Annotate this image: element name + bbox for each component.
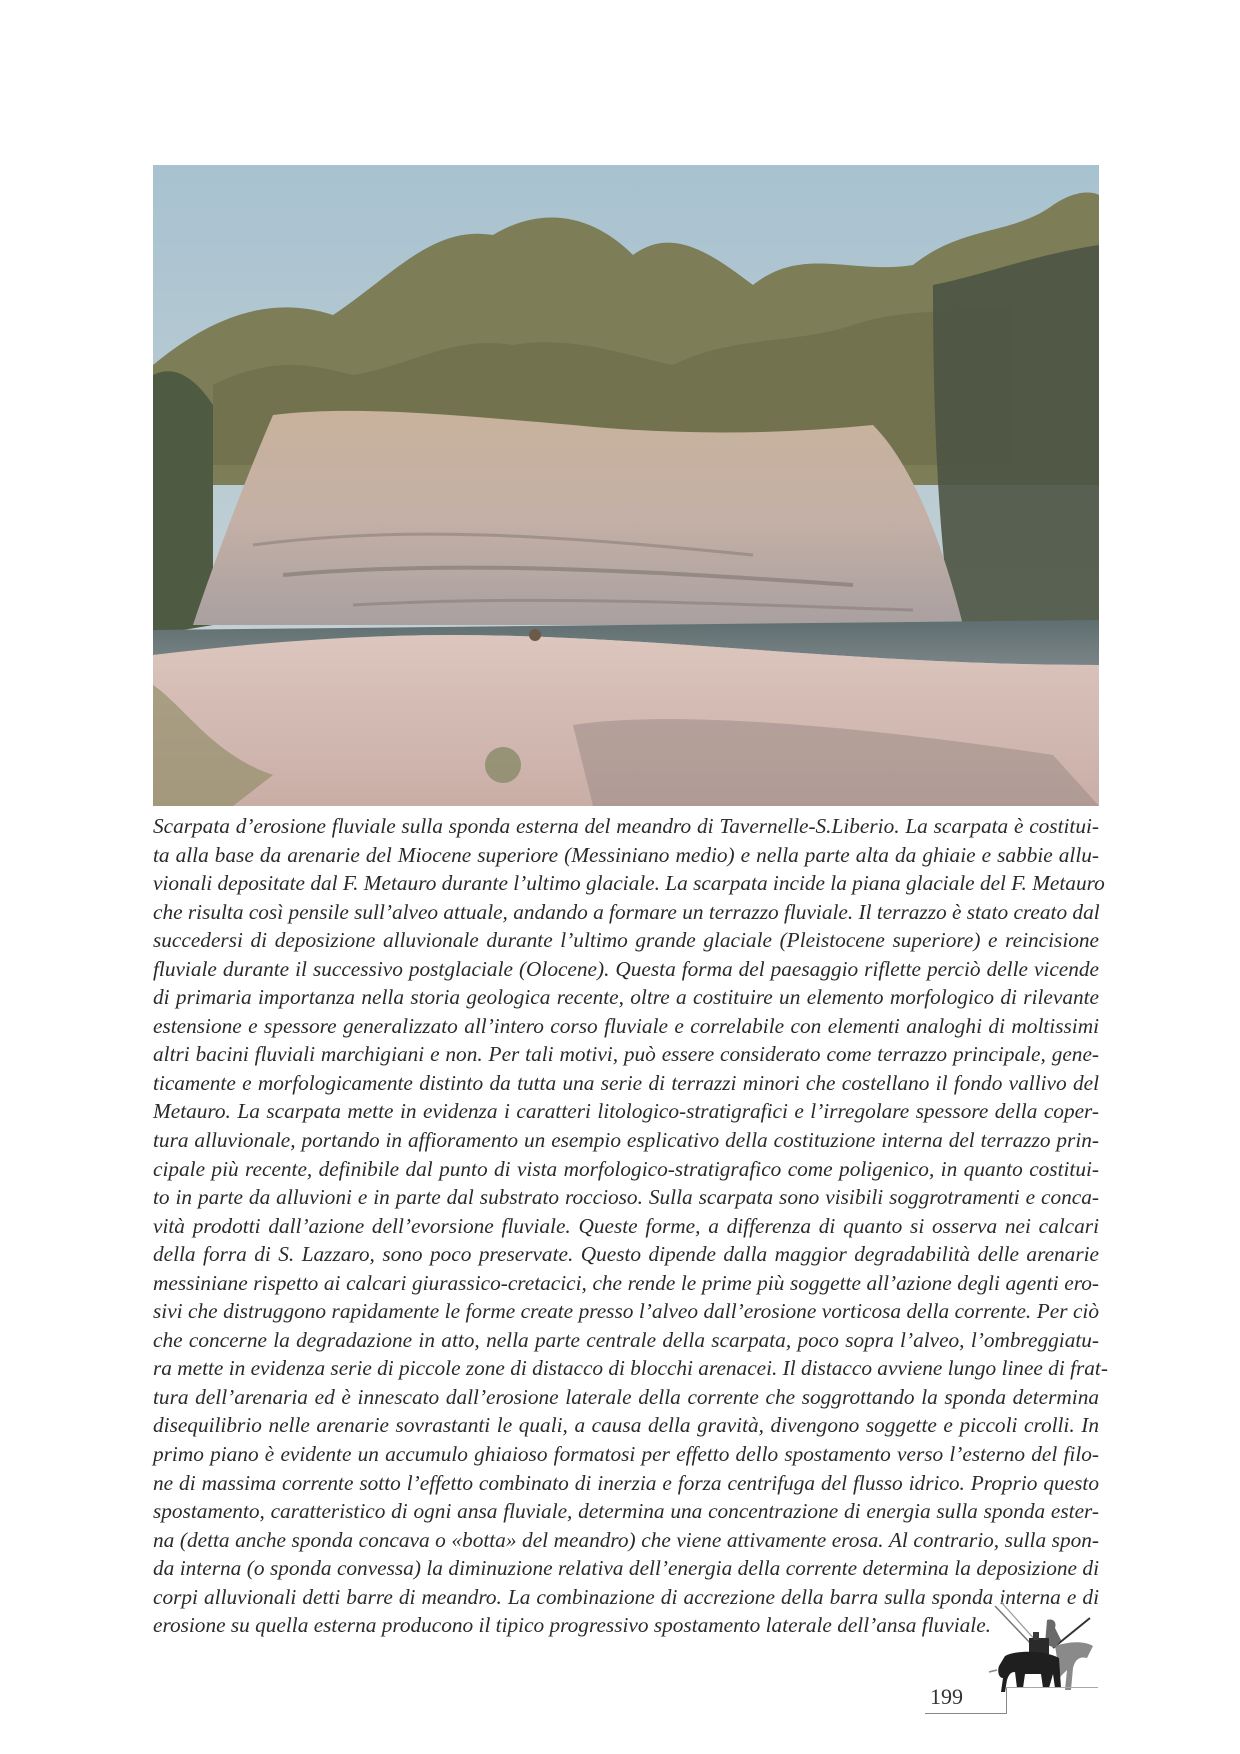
caption-line: messiniane rispetto ai calcari giurassico-cretacici, che rende le prime più soggette all’azione degli agenti ero- bbox=[153, 1270, 1099, 1295]
river-scarp-photo-illustration bbox=[153, 165, 1099, 806]
caption-line: ne di massima corrente sotto l’effetto combinato di inerzia e forza centrifuga del flusso idrico. Proprio questo bbox=[153, 1470, 1099, 1495]
caption-line: ta alla base da arenarie del Miocene superiore (Messiniano medio) e nella parte alta da ghiaie e sabbie allu- bbox=[153, 842, 1099, 867]
caption-line: cipale più recente, definibile dal punto di vista morfologico-stratigrafico come poligenico, in quanto costitui- bbox=[153, 1156, 1099, 1181]
caption-line: che risulta così pensile sull’alveo attuale, andando a formare un terrazzo fluviale. Il terrazzo è stato creato dal bbox=[153, 899, 1100, 924]
caption-line: altri bacini fluviali marchigiani e non. Per tali motivi, può essere considerato come terrazzo principale, gene- bbox=[153, 1042, 1099, 1067]
caption-line: di primaria importanza nella storia geologica recente, oltre a costituire un elemento morfologico di rilevante bbox=[153, 985, 1099, 1010]
page-number: 199 bbox=[930, 1684, 963, 1709]
caption-line: sivi che distruggono rapidamente le forme create presso l’alveo dall’erosione vorticosa della corrente. Per ciò bbox=[153, 1299, 1099, 1324]
caption-line: tura alluvionale, portando in affioramento un esempio esplicativo della costituzione interna del terrazzo prin- bbox=[153, 1128, 1099, 1153]
caption-line: della forra di S. Lazzaro, sono poco preservate. Questo dipende dalla maggior degradabilità delle arenarie bbox=[153, 1242, 1099, 1267]
caption-line: primo piano è evidente un accumulo ghiaioso formatosi per effetto dello spostamento verso l’esterno del filo- bbox=[153, 1442, 1099, 1467]
caption-line: erosione su quella esterna producono il tipico progressivo spostamento laterale dell’ansa fluviale. bbox=[153, 1613, 991, 1638]
figure-caption bbox=[153, 812, 1108, 1640]
caption-line: na (detta anche sponda concava o «botta» del meandro) che viene attivamente erosa. Al contrario, sulla spon- bbox=[153, 1527, 1099, 1552]
caption-line: ticamente e morfologicamente distinto da tutta una serie di terrazzi minori che costellano il fondo vallivo del bbox=[153, 1070, 1099, 1095]
figure-photo bbox=[153, 165, 1099, 806]
caption-line: succedersi di deposizione alluvionale durante l’ultimo grande glaciale (Pleistocene superiore) e reincisione bbox=[153, 928, 1099, 953]
caption-line: che concerne la degradazione in atto, nella parte centrale della scarpata, poco sopra l’alveo, l’ombreggiatu- bbox=[153, 1327, 1099, 1352]
caption-line: fluviale durante il successivo postglaciale (Olocene). Questa forma del paesaggio riflette perciò delle vicende bbox=[153, 956, 1099, 981]
caption-line: estensione e spessore generalizzato all’intero corso fluviale e correlabile con elementi analoghi di moltissimi bbox=[153, 1013, 1099, 1038]
caption-line: spostamento, caratteristico di ogni ansa fluviale, determina una concentrazione di energia sulla sponda ester- bbox=[153, 1499, 1099, 1524]
caption-line: vionali depositate dal F. Metauro durante l’ultimo glaciale. La scarpata incide la piana glaciale del F. Metauro bbox=[153, 871, 1105, 896]
footer-rule-upper bbox=[1006, 1687, 1098, 1688]
footer-rule-vertical bbox=[1006, 1687, 1007, 1714]
war-elephant-and-horseman-icon bbox=[975, 1598, 1100, 1698]
caption-line: Metauro. La scarpata mette in evidenza i caratteri litologico-stratigrafici e l’irregolare spessore della coper- bbox=[153, 1099, 1099, 1124]
caption-line: disequilibrio nelle arenarie sovrastanti le quali, a causa della gravità, divengono soggette e piccoli crolli. In bbox=[153, 1413, 1099, 1438]
caption-line: tura dell’arenaria ed è innescato dall’erosione laterale della corrente che soggrottando la sponda determina bbox=[153, 1384, 1099, 1409]
caption-line: to in parte da alluvioni e in parte dal substrato roccioso. Sulla scarpata sono visibili soggrotramenti e conca- bbox=[153, 1185, 1099, 1210]
caption-line: da interna (o sponda convessa) la diminuzione relativa dell’energia della corrente determina la deposizione di bbox=[153, 1556, 1099, 1581]
caption-line: Scarpata d’erosione fluviale sulla sponda esterna del meandro di Tavernelle-S.Liberio. La scarpata è costitui- bbox=[153, 814, 1099, 838]
caption-line: ra mette in evidenza serie di piccole zone di distacco di blocchi arenacei. Il distacco avviene lungo linee di frat- bbox=[153, 1356, 1108, 1381]
footer-rule-horizontal bbox=[925, 1713, 1007, 1714]
caption-line: corpi alluvionali detti barre di meandro. La combinazione di accrezione della barra sulla sponda interna e di bbox=[153, 1584, 1099, 1609]
caption-line: vità prodotti dall’azione dell’evorsione fluviale. Queste forme, a differenza di quanto si osserva nei calcari bbox=[153, 1213, 1099, 1238]
